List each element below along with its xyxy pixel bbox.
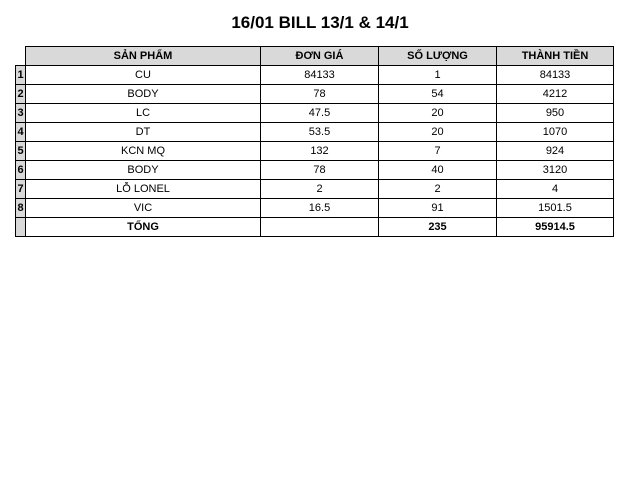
quantity-cell: 40 xyxy=(379,161,497,180)
unit-price-cell: 78 xyxy=(261,161,379,180)
quantity-cell: 20 xyxy=(379,104,497,123)
row-index: 8 xyxy=(16,199,26,218)
bill-title: 16/01 BILL 13/1 & 14/1 xyxy=(231,13,409,32)
total-unit-price xyxy=(261,218,379,237)
table-row xyxy=(16,142,614,161)
bill-table xyxy=(15,46,614,237)
unit-price-cell: 53.5 xyxy=(261,123,379,142)
quantity-cell: 2 xyxy=(379,180,497,199)
row-index: 6 xyxy=(16,161,26,180)
unit-price-cell: 2 xyxy=(261,180,379,199)
product-cell: BODY xyxy=(26,85,261,104)
row-index: 7 xyxy=(16,180,26,199)
quantity-cell: 20 xyxy=(379,123,497,142)
total-quantity: 235 xyxy=(379,218,497,237)
product-cell: KCN MQ xyxy=(26,142,261,161)
row-index: 5 xyxy=(16,142,26,161)
amount-cell: 4 xyxy=(497,180,614,199)
quantity-cell: 91 xyxy=(379,199,497,218)
amount-cell: 1070 xyxy=(497,123,614,142)
col-header-unit-price: ĐƠN GIÁ xyxy=(261,47,379,66)
amount-cell: 84133 xyxy=(497,66,614,85)
unit-price-cell: 47.5 xyxy=(261,104,379,123)
row-index-blank xyxy=(16,218,26,237)
row-index: 2 xyxy=(16,85,26,104)
product-cell: LỖ LONEL xyxy=(26,180,261,199)
product-cell: VIC xyxy=(26,199,261,218)
product-cell: DT xyxy=(26,123,261,142)
total-amount: 95914.5 xyxy=(497,218,614,237)
unit-price-cell: 132 xyxy=(261,142,379,161)
amount-cell: 3120 xyxy=(497,161,614,180)
product-cell: BODY xyxy=(26,161,261,180)
quantity-cell: 54 xyxy=(379,85,497,104)
quantity-cell: 1 xyxy=(379,66,497,85)
table-row xyxy=(16,85,614,104)
table-row xyxy=(16,123,614,142)
total-row xyxy=(16,218,614,237)
amount-cell: 4212 xyxy=(497,85,614,104)
table-row xyxy=(16,104,614,123)
product-cell: LC xyxy=(26,104,261,123)
product-cell: CU xyxy=(26,66,261,85)
header-row xyxy=(16,47,614,66)
unit-price-cell: 78 xyxy=(261,85,379,104)
amount-cell: 924 xyxy=(497,142,614,161)
amount-cell: 950 xyxy=(497,104,614,123)
table-row xyxy=(16,66,614,85)
col-header-quantity: SỐ LƯỢNG xyxy=(379,47,497,66)
amount-cell: 1501.5 xyxy=(497,199,614,218)
col-header-product: SẢN PHẨM xyxy=(26,47,261,66)
unit-price-cell: 16.5 xyxy=(261,199,379,218)
table-row xyxy=(16,161,614,180)
unit-price-cell: 84133 xyxy=(261,66,379,85)
total-label: TỔNG xyxy=(26,218,261,237)
corner-cell xyxy=(16,47,26,66)
quantity-cell: 7 xyxy=(379,142,497,161)
table-row xyxy=(16,199,614,218)
table-row xyxy=(16,180,614,199)
row-index: 3 xyxy=(16,104,26,123)
row-index: 4 xyxy=(16,123,26,142)
col-header-amount: THÀNH TIỀN xyxy=(497,47,614,66)
row-index: 1 xyxy=(16,66,26,85)
